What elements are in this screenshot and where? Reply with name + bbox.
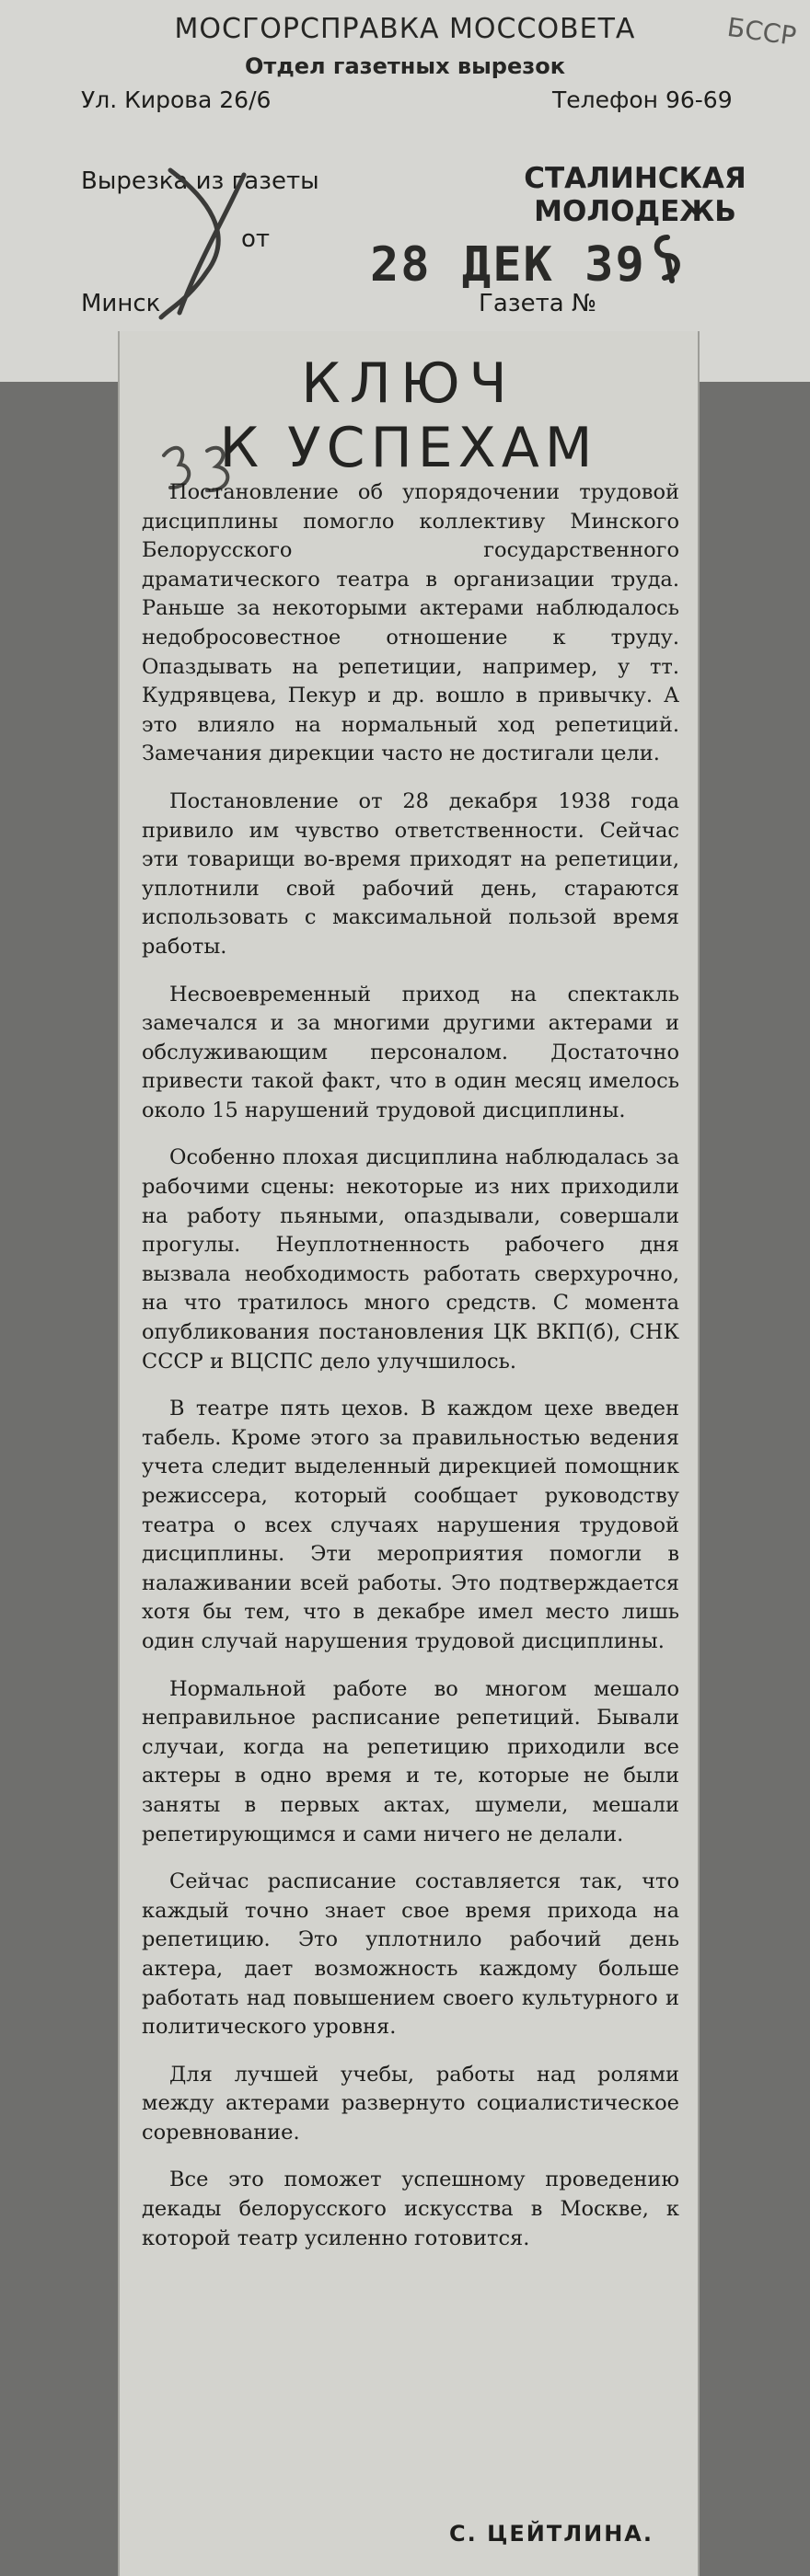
newspaper-clipping	[120, 331, 698, 2576]
date-stamp: 28 ДЕК 39	[370, 237, 646, 293]
article-paragraph: Постановление об упорядочении трудовой дисциплины помогло коллективу Минского Белорусского государственного драматического театра в организации труда. Раньше за некоторыми актерами наблюдалось недобросовестное отношение к труду. Опаздывать на репетиции, например, у тт. Кудрявцева, Пекур и др. вошло в привычку. А это влияло на нормальный ход репетиций. Замечания дирекции часто не достигали цели.	[142, 480, 679, 766]
article-paragraph: Нормальной работе во многом мешало неправильное расписание репетиций. Бывали случаи, когда на репетицию приходили все актеры в одно время и те, которые не были заняты в первых актах, шумели, мешали репетирующимся и сами ничего не делали.	[142, 1676, 679, 1846]
newspaper-name: СТАЛИНСКАЯ МОЛОДЕЖЬ	[524, 162, 746, 228]
handwritten-corner-note: БССР	[725, 11, 799, 52]
article-paragraph: В театре пять цехов. В каждом цехе введен табель. Кроме этого за правильностью ведения учета следит выделенный дирекцией помощник режиссера, который сообщает руководству театра о всех случаях нарушения трудовой дисциплины. Эти мероприятия помогли в налаживании всей работы. Это подтверждается хотя бы тем, что в декабре имел место лишь один случай нарушения трудовой дисциплины.	[142, 1397, 679, 1653]
article-body	[142, 478, 679, 2271]
handwritten-mark-icon	[152, 161, 262, 327]
article-paragraph: Постановление от 28 декабря 1938 года привило им чувство ответственности. Сейчас эти товарищи во-время приходят на репетиции, уплотнили свой рабочий день, стараются использовать с максимальной пользой время работы.	[142, 788, 679, 959]
handwritten-mark-icon	[644, 230, 690, 285]
article-paragraph: Сейчас расписание составляется так, что каждый точно знает свое время прихода на репетицию. Это уплотнило рабочий день актера, дает возможность каждому больше работать над повышением своего культурного и политического уровня.	[142, 1869, 679, 2040]
department-name: Отдел газетных вырезок	[245, 53, 565, 79]
cutting-label: Вырезка из газеты	[81, 167, 319, 195]
headline-line-1: КЛЮЧ	[301, 351, 516, 416]
newspaper-number-label: Газета №	[479, 290, 596, 317]
article-paragraph: Особенно плохая дисциплина наблюдалась за рабочими сцены: некоторые из них приходили на работу пьяными, опаздывали, совершали прогулы. Неуплотненность рабочего дня вызвала необходимость работать сверхурочно, на что тратилось много средств. С момента опубликования постановления ЦК ВКП(б), СНК СССР и ВЦСПС дело улучшилось.	[142, 1145, 679, 1374]
article-paragraph: Для лучшей учебы, работы над ролями между актерами развернуто социалистическое соревнование.	[142, 2062, 679, 2145]
city-label: Минск	[81, 290, 161, 317]
from-label: от	[241, 225, 271, 253]
agency-name: МОСГОРСПРАВКА МОССОВЕТА	[174, 13, 636, 45]
headline-line-2: К УСПЕХАМ	[219, 416, 598, 480]
article-paragraph: Все это поможет успешному проведению декады белорусского искусства в Москве, к которой театр усиленно готовится.	[142, 2168, 679, 2250]
article-paragraph: Несвоевременный приход на спектакль замечался и за многими другими актерами и обслуживающим персоналом. Достаточно привести такой факт, что в один месяц имелось около 15 нарушений трудовой дисциплины.	[142, 982, 679, 1122]
address: Ул. Кирова 26/6	[81, 86, 272, 113]
phone: Телефон 96-69	[552, 86, 733, 113]
author-signature: С. ЦЕЙТЛИНА.	[449, 2521, 654, 2547]
clipping-service-slip	[0, 0, 810, 382]
